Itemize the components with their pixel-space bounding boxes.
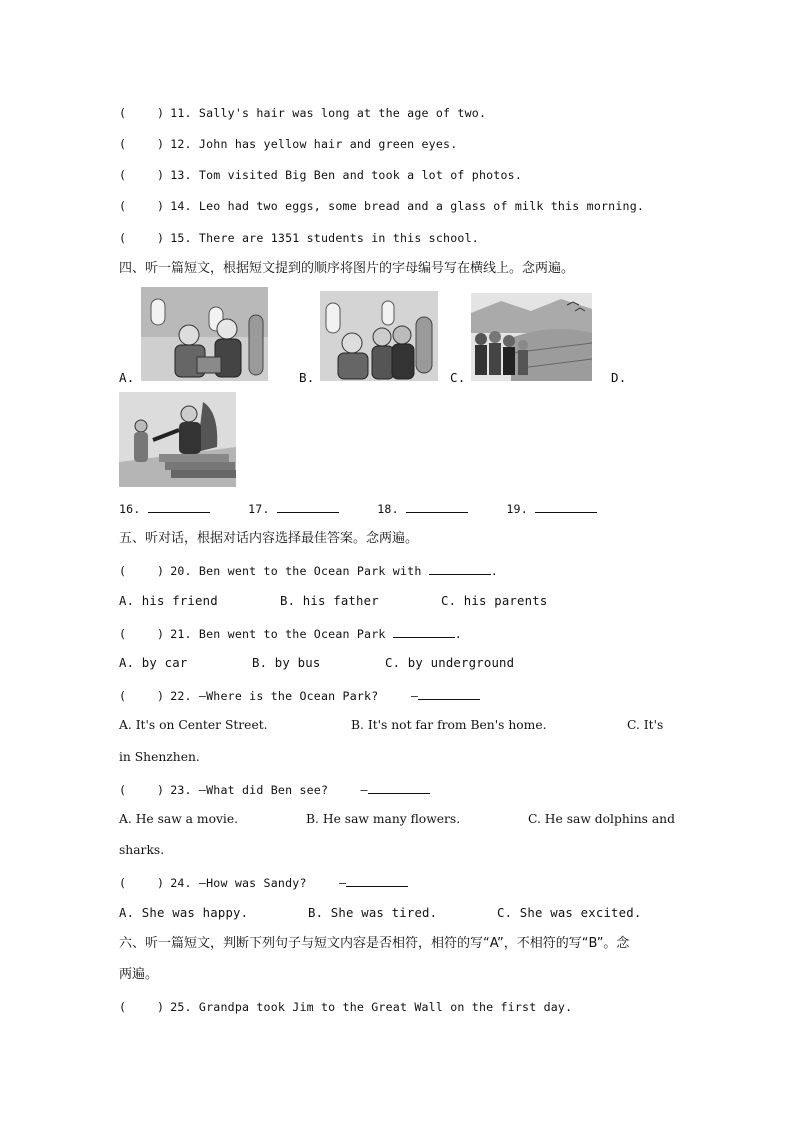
blank-label-18: 18.	[377, 502, 399, 516]
question-21	[119, 625, 462, 642]
answer-blank-17[interactable]	[277, 500, 339, 513]
paren-open: (	[119, 106, 127, 120]
paren-open: (	[119, 1000, 127, 1014]
paren-close: )	[157, 627, 165, 641]
option-24-a[interactable]: A. She was happy.	[119, 906, 249, 920]
answer-dash: —	[339, 876, 347, 890]
picture-d-illustration	[119, 392, 236, 487]
question-text: John has yellow hair and green eyes.	[198, 137, 458, 151]
question-text: —Where is the Ocean Park?	[198, 689, 379, 703]
question-25	[119, 999, 572, 1015]
question-number: 22.	[170, 689, 192, 703]
paren-close: )	[157, 564, 165, 578]
question-14	[119, 198, 644, 214]
answer-dash: —	[360, 783, 368, 797]
picture-label-c: C.	[450, 370, 466, 385]
question-text: —How was Sandy?	[198, 876, 307, 890]
answer-blank-23[interactable]	[368, 781, 430, 794]
question-text: Sally's hair was long at the age of two.	[198, 106, 487, 120]
option-23-a[interactable]: A. He saw a movie.	[119, 812, 239, 826]
question-text: Ben went to the Ocean Park	[198, 627, 386, 641]
paren-open: (	[119, 137, 127, 151]
picture-label-a: A.	[119, 370, 135, 385]
question-number: 23.	[170, 783, 192, 797]
option-22-a[interactable]: A. It's on Center Street.	[119, 718, 268, 732]
option-24-c[interactable]: C. She was excited.	[497, 906, 642, 920]
question-number: 11.	[170, 106, 192, 120]
picture-a-illustration	[141, 287, 268, 381]
blank-label-17: 17.	[248, 502, 270, 516]
picture-c-illustration	[471, 293, 592, 381]
option-23-c-continued: sharks.	[119, 843, 165, 857]
question-number: 13.	[170, 168, 192, 182]
picture-a	[141, 287, 268, 381]
answer-blank-19[interactable]	[535, 500, 597, 513]
picture-label-b: B.	[299, 370, 315, 385]
question-22	[119, 687, 480, 704]
paren-close: )	[157, 168, 165, 182]
question-text: Leo had two eggs, some bread and a glass of milk this morning.	[198, 199, 645, 213]
answer-blank-20[interactable]	[429, 562, 491, 575]
question-number: 15.	[170, 231, 192, 245]
option-20-a[interactable]: A. his friend	[119, 594, 218, 608]
paren-close: )	[157, 876, 165, 890]
answer-blank-24[interactable]	[346, 874, 408, 887]
option-20-c[interactable]: C. his parents	[441, 594, 548, 608]
question-number: 12.	[170, 137, 192, 151]
option-24-b[interactable]: B. She was tired.	[308, 906, 438, 920]
question-number: 20.	[170, 564, 192, 578]
picture-c	[471, 293, 592, 381]
question-number: 25.	[170, 1000, 192, 1014]
paren-open: (	[119, 199, 127, 213]
question-12	[119, 136, 457, 152]
answer-blank-22[interactable]	[418, 687, 480, 700]
paren-close: )	[157, 231, 165, 245]
section-4-title: 四、听一篇短文，根据短文提到的顺序将图片的字母编号写在横线上。念两遍。	[119, 261, 575, 276]
blank-label-19: 19.	[506, 502, 528, 516]
paren-open: (	[119, 564, 127, 578]
question-text: Tom visited Big Ben and took a lot of photos.	[198, 168, 523, 182]
question-20	[119, 562, 498, 579]
option-23-c[interactable]: C. He saw dolphins and	[528, 812, 675, 826]
question-15	[119, 230, 479, 246]
answer-blanks-row	[119, 500, 597, 517]
paren-open: (	[119, 783, 127, 797]
answer-blank-21[interactable]	[393, 625, 455, 638]
option-21-c[interactable]: C. by underground	[385, 656, 515, 670]
question-11	[119, 105, 486, 121]
blank-label-16: 16.	[119, 502, 141, 516]
question-text: —What did Ben see?	[198, 783, 329, 797]
section-6-title-continued: 两遍。	[119, 967, 159, 982]
question-text: There are 1351 students in this school.	[198, 231, 479, 245]
picture-label-d: D.	[611, 370, 627, 385]
answer-dash: —	[410, 689, 418, 703]
question-24	[119, 874, 408, 891]
question-13	[119, 167, 522, 183]
paren-close: )	[157, 137, 165, 151]
paren-open: (	[119, 627, 127, 641]
question-end: .	[454, 627, 462, 641]
question-number: 14.	[170, 199, 192, 213]
option-21-b[interactable]: B. by bus	[252, 656, 321, 670]
option-21-a[interactable]: A. by car	[119, 656, 188, 670]
option-20-b[interactable]: B. his father	[280, 594, 379, 608]
option-22-b[interactable]: B. It's not far from Ben's home.	[351, 718, 547, 732]
paren-open: (	[119, 168, 127, 182]
question-text: Grandpa took Jim to the Great Wall on the first day.	[198, 1000, 573, 1014]
question-number: 21.	[170, 627, 192, 641]
question-text: Ben went to the Ocean Park with	[198, 564, 422, 578]
option-22-c-continued: in Shenzhen.	[119, 750, 200, 764]
picture-d	[119, 392, 236, 487]
picture-b	[320, 291, 438, 381]
answer-blank-18[interactable]	[406, 500, 468, 513]
paren-close: )	[157, 199, 165, 213]
paren-open: (	[119, 231, 127, 245]
paren-open: (	[119, 689, 127, 703]
paren-close: )	[157, 1000, 165, 1014]
question-end: .	[490, 564, 498, 578]
paren-close: )	[157, 783, 165, 797]
question-number: 24.	[170, 876, 192, 890]
paren-open: (	[119, 876, 127, 890]
section-6-title: 六、听一篇短文，判断下列句子与短文内容是否相符，相符的写“A”，不相符的写“B”。念	[119, 936, 630, 951]
answer-blank-16[interactable]	[148, 500, 210, 513]
picture-b-illustration	[320, 291, 438, 381]
option-23-b[interactable]: B. He saw many flowers.	[306, 812, 461, 826]
option-22-c[interactable]: C. It's	[627, 718, 664, 732]
paren-close: )	[157, 106, 165, 120]
question-23	[119, 781, 430, 798]
section-5-title: 五、听对话，根据对话内容选择最佳答案。念两遍。	[119, 531, 419, 546]
paren-close: )	[157, 689, 165, 703]
